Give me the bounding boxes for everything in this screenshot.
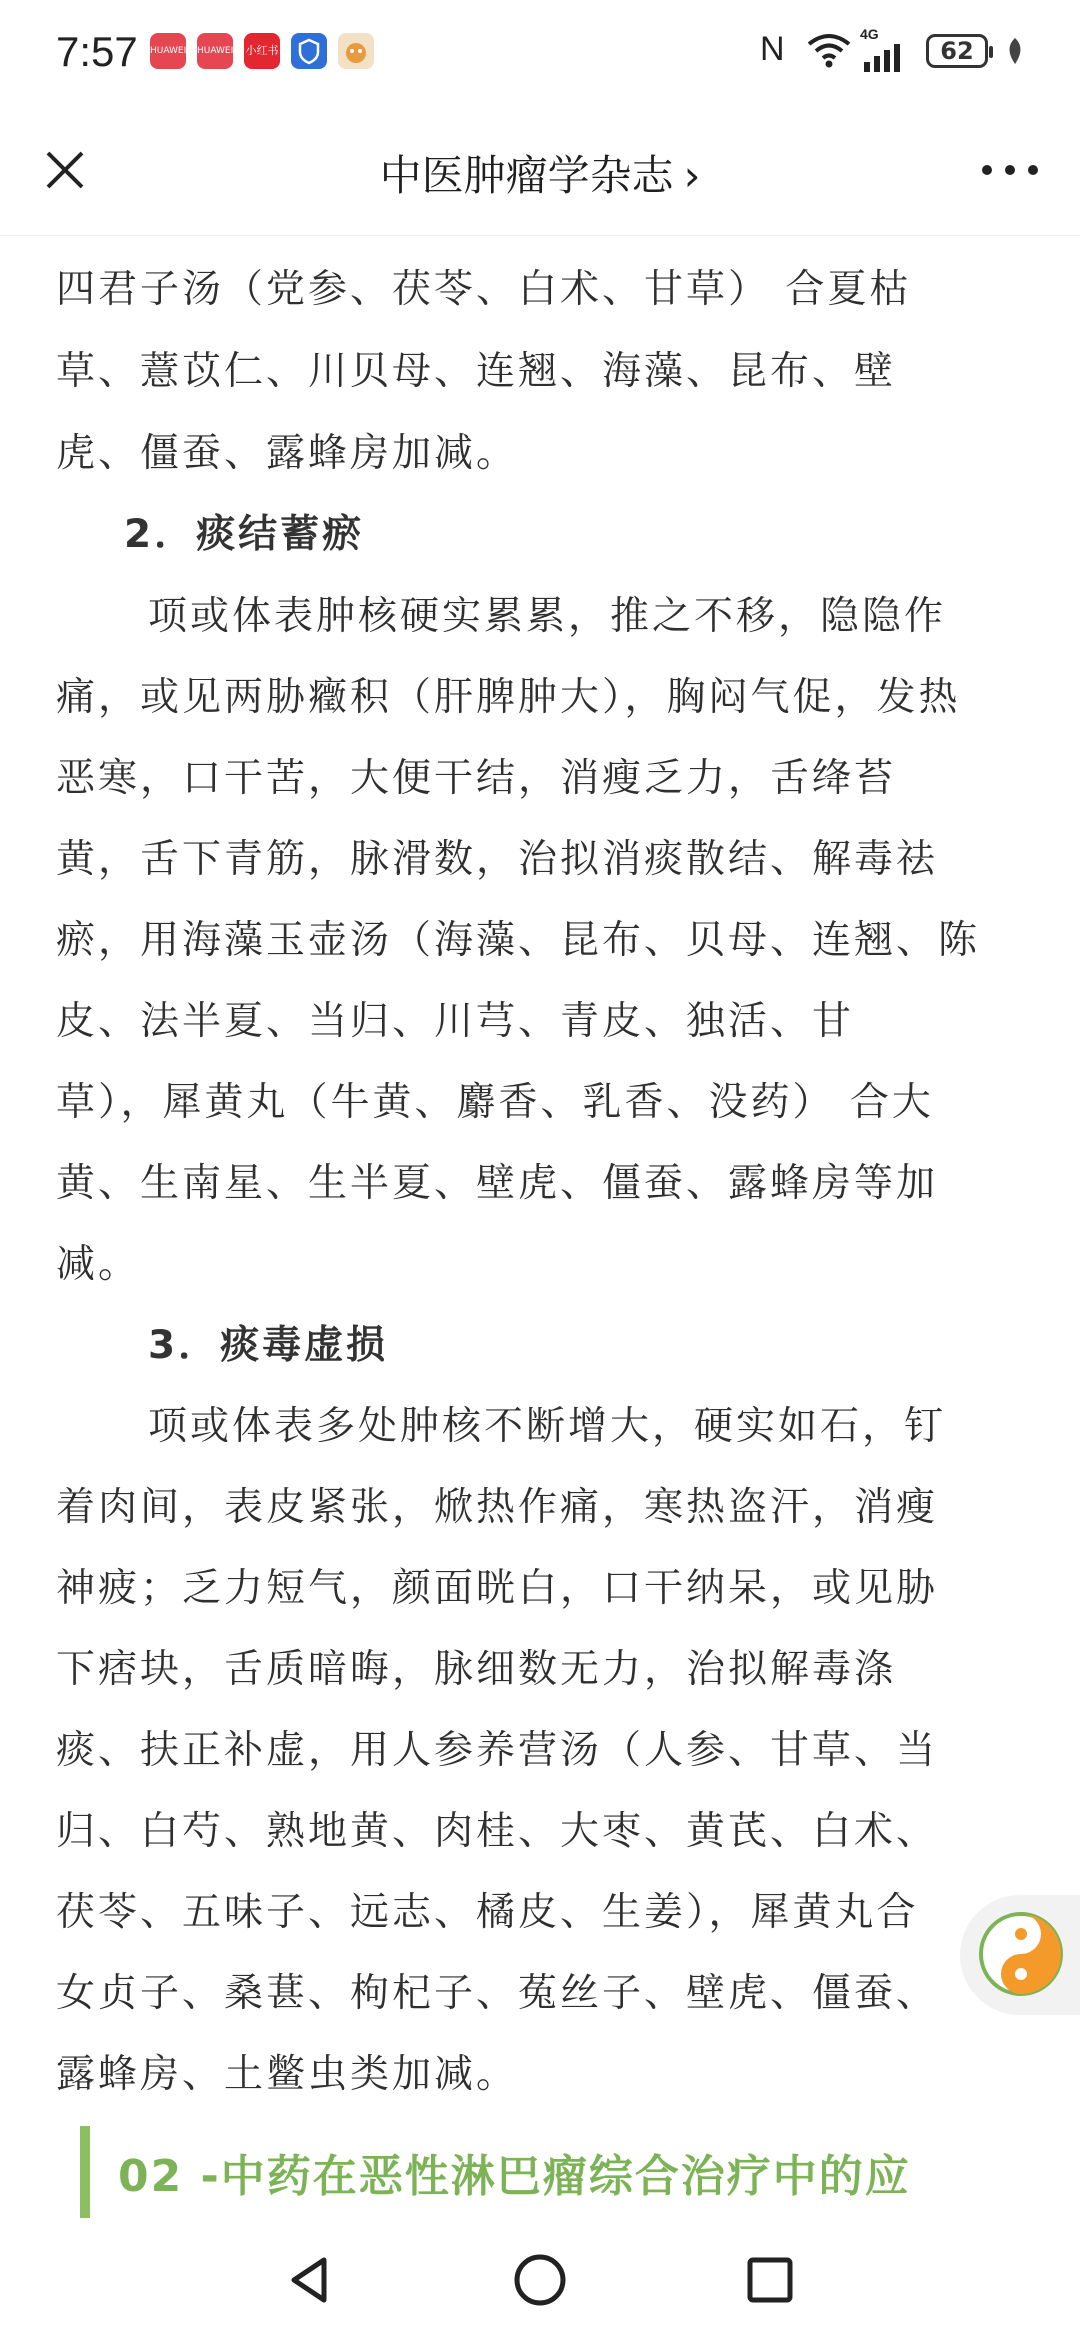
article-line: 草、薏苡仁、川贝母、连翘、海藻、昆布、壁 [56,349,897,394]
status-bar [0,0,1080,105]
chevron-right-icon: › [683,151,701,200]
battery-indicator: 62 [926,34,988,68]
security-app-icon [291,33,327,69]
more-options-button[interactable] [975,155,1045,185]
article-line: 瘀，用海藻玉壶汤（海藻、昆布、贝母、连翘、陈 [56,918,981,963]
article-line: 神疲；乏力短气，颜面晄白，口干纳呆，或见胁 [56,1566,939,1611]
article-line: 减。 [56,1242,141,1287]
leaf-icon [1004,36,1026,75]
home-button[interactable] [508,2248,572,2312]
network-type: 4G [860,26,879,42]
article-line: 痰、扶正补虚，用人参养营汤（人参、甘草、当 [56,1728,939,1773]
more-dots-icon [975,155,1045,185]
section-title: 02 -中药在恶性淋巴瘤综合治疗中的应 [118,2151,911,2202]
article-line: 草），犀黄丸（牛黄、麝香、乳香、没药） 合大 [56,1080,934,1125]
title-bar [0,105,1080,236]
section-heading: 3．痰毒虚损 [148,1323,389,1368]
article-line: 四君子汤（党参、茯苓、白术、甘草） 合夏枯 [56,267,912,312]
recents-square-icon [738,2248,802,2312]
xiaohongshu-icon: 小红书 [244,33,280,69]
section-heading: 2．痰结蓄瘀 [124,512,365,557]
account-title-link[interactable] [0,143,1080,203]
section-accent-bar [80,2126,90,2218]
article-line: 虎、僵蚕、露蜂房加减。 [56,431,519,476]
wifi-icon [805,30,853,79]
article-line: 项或体表肿核硬实累累，推之不移，隐隐作 [148,594,947,639]
article-line: 着肉间，表皮紧张，焮热作痛，寒热盗汗，消瘦 [56,1485,939,1530]
recents-button[interactable] [738,2248,802,2312]
huawei-app-icon: HUAWEI [150,33,186,69]
article-line: 下痞块，舌质暗晦，脉细数无力，治拟解毒涤 [56,1647,897,1692]
huawei-app-icon: HUAWEI [197,33,233,69]
page-title: 中医肿瘤学杂志 [379,151,674,200]
system-navigation-bar [0,2218,1080,2340]
back-triangle-icon [278,2248,342,2312]
yin-yang-logo-icon [976,1909,1066,1999]
article-line: 黄，舌下青筋，脉滑数，治拟消痰散结、解毒祛 [56,837,939,882]
home-circle-icon [508,2248,572,2312]
article-line: 露蜂房、土鳖虫类加减。 [56,2052,519,2097]
game-app-icon [338,33,374,69]
signal-icon [862,42,912,81]
article-line: 皮、法半夏、当归、川芎、青皮、独活、甘 [56,999,855,1044]
nfc-icon: N [760,30,785,68]
back-button[interactable] [278,2248,342,2312]
article-line: 恶寒，口干苦，大便干结，消瘦乏力，舌绛苔 [56,756,897,801]
article-line: 黄、生南星、生半夏、壁虎、僵蚕、露蜂房等加 [56,1161,939,1206]
floating-widget-button[interactable] [960,1895,1080,2015]
article-line: 茯苓、五味子、远志、橘皮、生姜），犀黄丸合 [56,1890,919,1935]
article-line: 项或体表多处肿核不断增大，硬实如石，钉 [148,1404,947,1449]
article-line: 痛，或见两胁癥积（肝脾肿大），胸闷气促，发热 [56,675,961,720]
article-line: 女贞子、桑葚、枸杞子、菟丝子、壁虎、僵蚕、 [56,1971,939,2016]
status-time: 7:57 [56,28,138,75]
article-line: 归、白芍、熟地黄、肉桂、大枣、黄芪、白术、 [56,1809,939,1854]
